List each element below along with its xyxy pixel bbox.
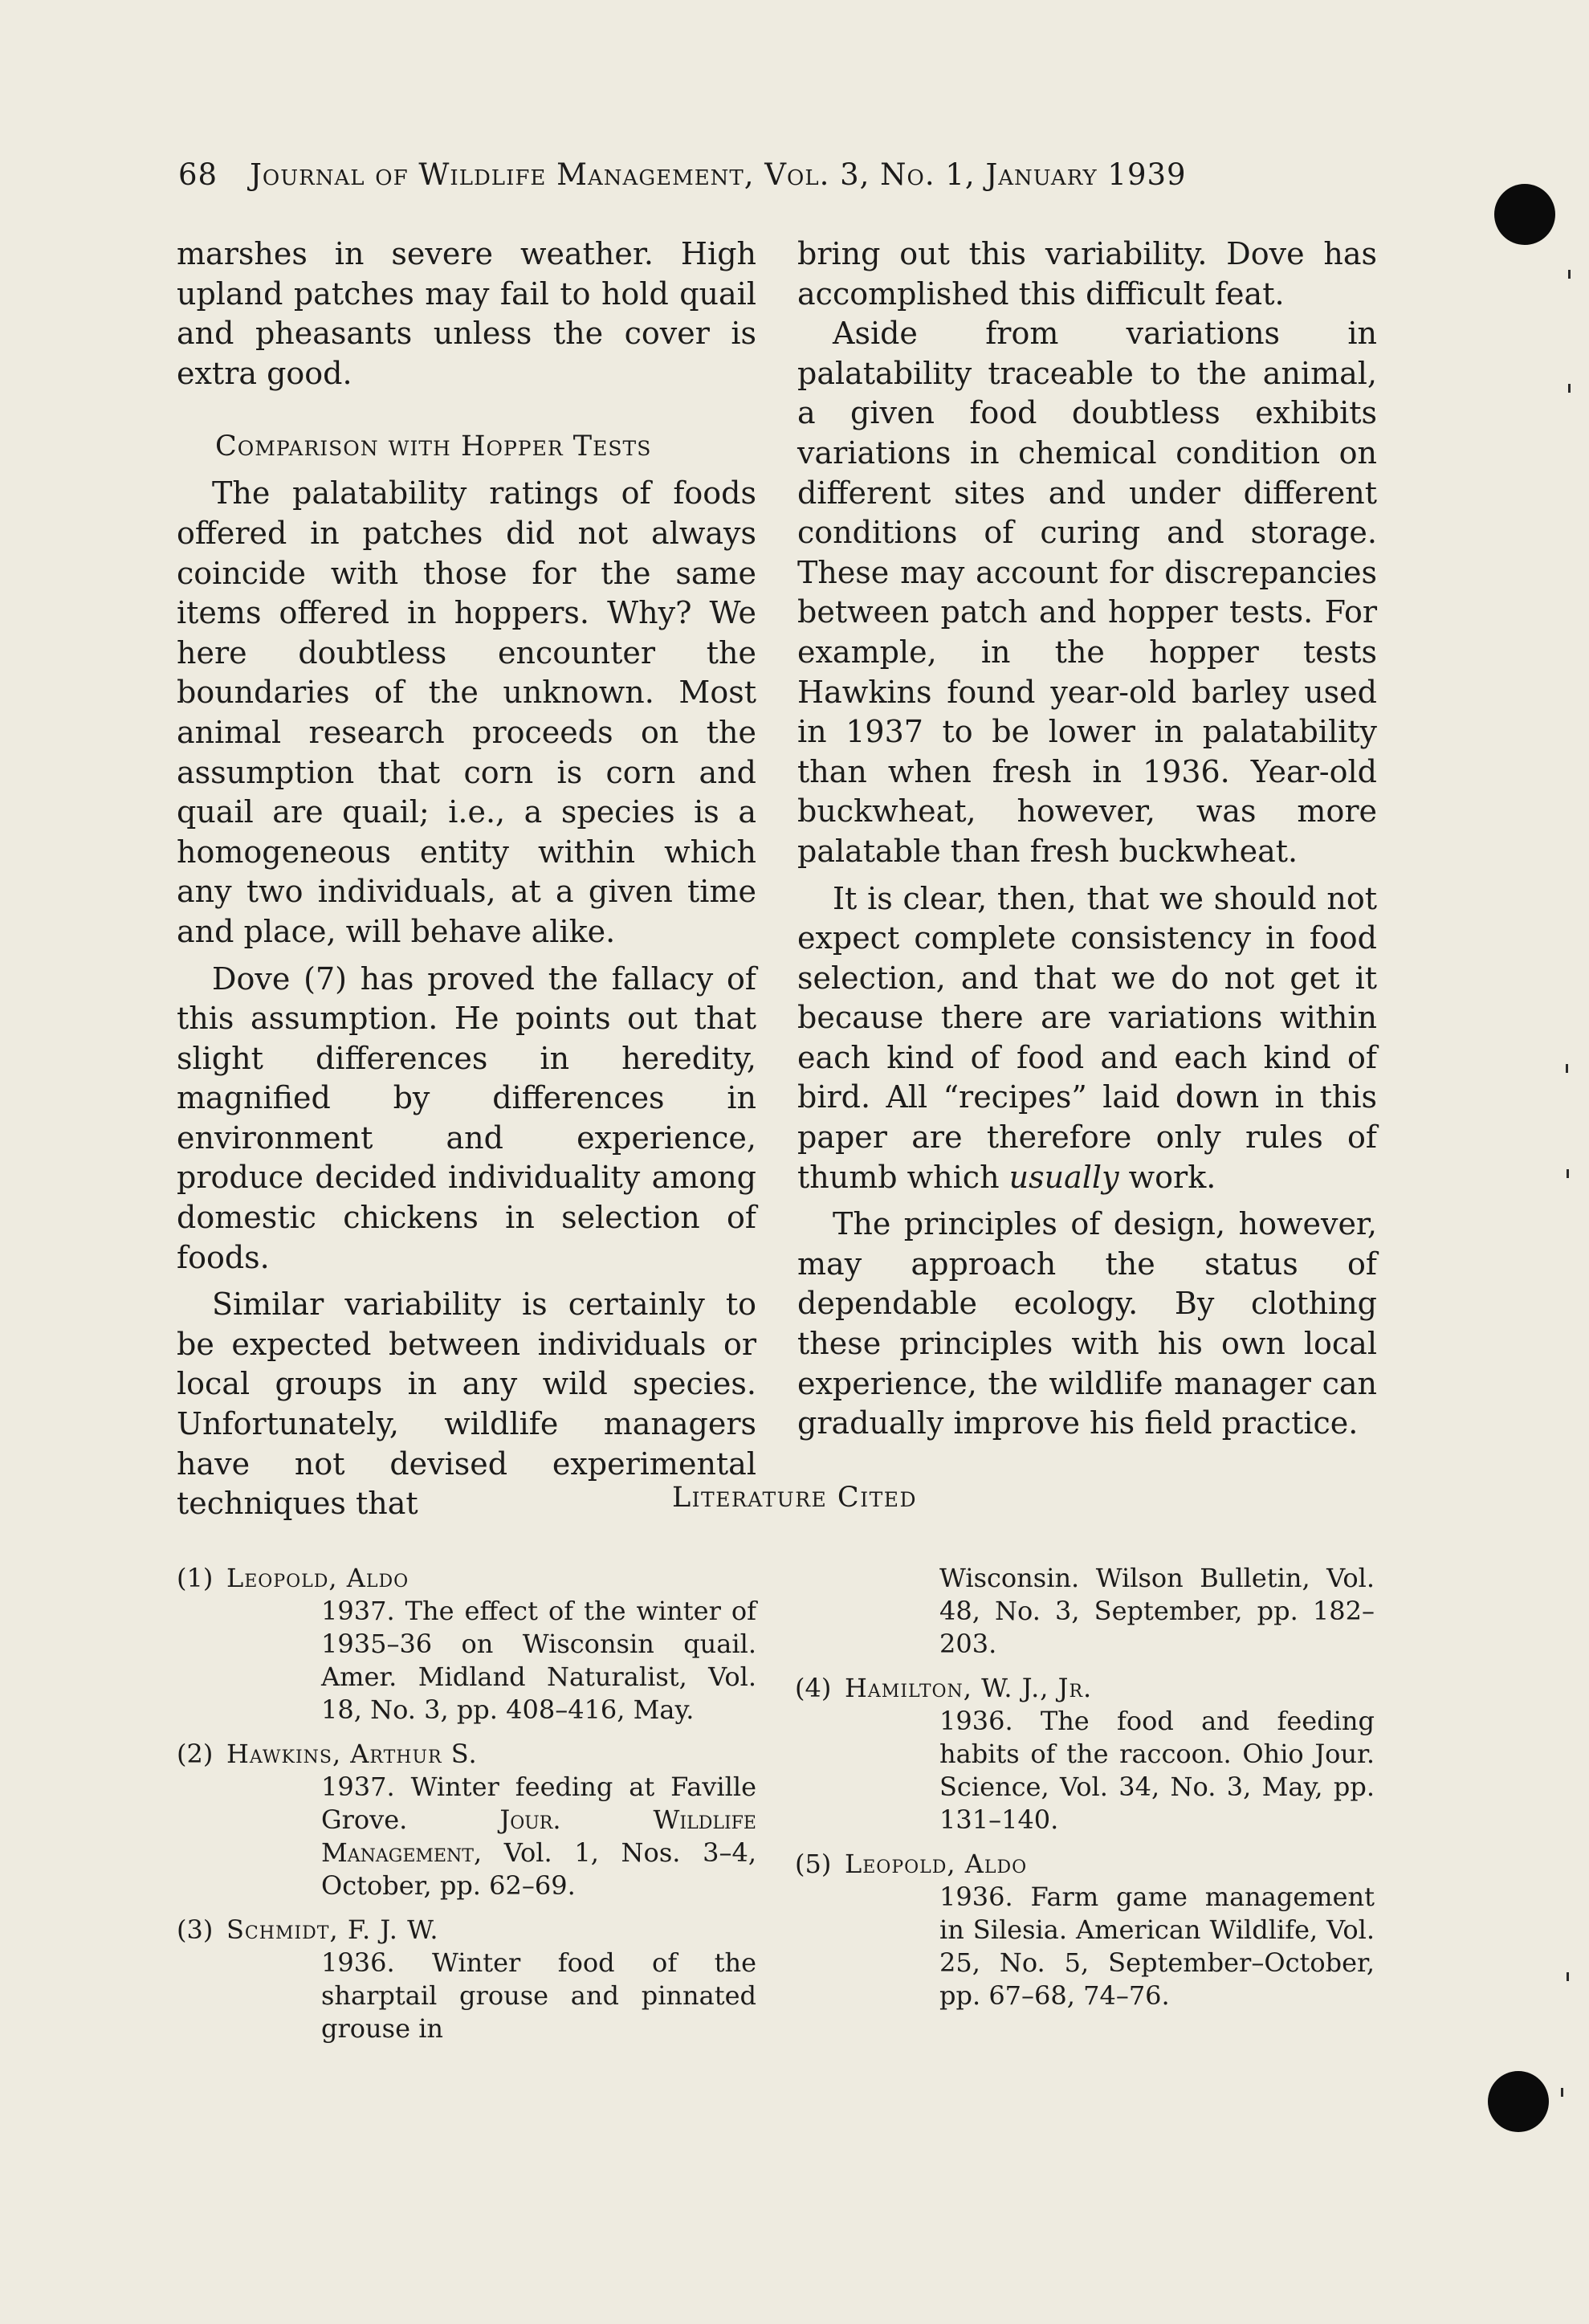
punch-hole-bottom [1488,2071,1549,2132]
reference-author: Hamilton, W. J., Jr. [845,1673,1093,1703]
paragraph-continued: marshes in severe weather. High upland patches may fail to hold quail and pheasants unless the cover is extra good. [177,236,756,391]
page-number: 68 [178,157,218,192]
issue-info: , Vol. 3, No. 1, January 1939 [744,157,1187,192]
section-heading: Comparison with Hopper Tests [215,430,652,463]
reference-entry: (3) Schmidt, F. J. W. 1936. Winter food of the sharptail grouse and pinnated grouse in [177,1914,756,2044]
references-left [177,1562,756,2057]
reference-entry: (5) Leopold, Aldo 1936. Farm game management in Silesia. American Wildlife, Vol. 25, No. 5, September–October, pp. 67–68, 74–76. [795,1849,1375,2011]
margin-mark [1568,384,1571,393]
reference-entry: (1) Leopold, Aldo 1937. The effect of the winter of 1935–36 on Wisconsin quail. Amer. Midland Naturalist, Vol. 18, No. 3, pp. 408–416, May. [177,1563,756,1725]
reference-author: Leopold, Aldo [226,1563,409,1593]
paragraph: The palatability ratings of foods offered in patches did not always coincide with those for the same items offered in hoppers. Why? We here doubtless encounter the boundaries of the unknown. Most animal research proceeds on the assumption that corn is corn and quail are quail; i.e., a species is a homogeneous entity within which any two individuals, at a given time and place, will behave alike. [177,475,756,949]
margin-mark [1568,270,1571,279]
margin-mark [1561,2088,1563,2097]
running-header [178,157,1294,192]
right-column [797,234,1377,1444]
reference-author: Hawkins, Arthur S. [226,1739,478,1769]
reference-body: 1936. The food and feeding habits of the raccoon. Ohio Jour. Science, Vol. 34, No. 3, May, pp. 131–140. [939,1706,1375,1835]
paragraph: It is clear, then, that we should not expect complete consistency in food selection, and that we do not get it because there are variations within each kind of food and each kind of bird. All “recipes” laid down in this paper are therefore only rules of thumb which usually work. [797,880,1377,1195]
reference-body: 1936. Farm game management in Silesia. American Wildlife, Vol. 25, No. 5, September–October, pp. 67–68, 74–76. [939,1882,1375,2011]
reference-continuation [795,1562,1375,1661]
margin-mark [1567,1972,1569,1981]
journal-title: Journal of Wildlife Management [250,157,744,192]
references-right [795,1562,1375,2024]
paragraph: Dove (7) has proved the fallacy of this assumption. He points out that slight differences in heredity, magnified by differences in environment and experience, produce decided individuality among domestic chickens in selection of foods. [177,960,756,1275]
reference-entry: (4) Hamilton, W. J., Jr. 1936. The food and feeding habits of the raccoon. Ohio Jour. Science, Vol. 34, No. 3, May, pp. 131–140. [795,1673,1375,1835]
reference-body: 1937. Winter feeding at Faville Grove. Jour. Wildlife Management, Vol. 1, Nos. 3–4, October, pp. 62–69. [321,1772,756,1901]
margin-mark [1567,1169,1569,1178]
left-column [177,234,756,1524]
reference-body: 1937. The effect of the winter of 1935–36 on Wisconsin quail. Amer. Midland Naturalist, Vol. 18, No. 3, pp. 408–416, May. [321,1596,756,1725]
margin-mark [1566,1064,1568,1073]
literature-cited-heading: Literature Cited [671,1482,918,1514]
reference-author: Schmidt, F. J. W. [226,1914,439,1945]
paragraph: The principles of design, however, may approach the status of dependable ecology. By clothing these principles with his own local experience, the wildlife manager can gradually improve his field practice. [797,1206,1377,1441]
paragraph: Similar variability is certainly to be expected between individuals or local groups in any wild species. Unfortunately, wildlife managers have not devised experimental techniques that [177,1286,756,1522]
reference-entry: (2) Hawkins, Arthur S. 1937. Winter feeding at Faville Grove. Jour. Wildlife Management, Vol. 1, Nos. 3–4, October, pp. 62–69. [177,1739,756,1901]
paragraph: Aside from variations in palatability traceable to the animal, a given food doubtless exhibits variations in chemical condition on different sites and under different conditions of curing and storage. These may account for discrepancies between patch and hopper tests. For example, in the hopper tests Hawkins found year-old barley used in 1937 to be lower in palatability than when fresh in 1936. Year-old buckwheat, however, was more palatable than fresh buckwheat. [797,316,1377,869]
emphasis: usually [1008,1159,1119,1195]
paragraph-continued: bring out this variability. Dove has accomplished this difficult feat. [797,236,1377,312]
punch-hole-top [1494,184,1555,245]
reference-body: Wisconsin. Wilson Bulletin, Vol. 48, No. 3, September, pp. 182–203. [939,1563,1375,1659]
reference-body: 1936. Winter food of the sharptail grouse and pinnated grouse in [321,1947,756,2044]
reference-author: Leopold, Aldo [845,1849,1028,1879]
